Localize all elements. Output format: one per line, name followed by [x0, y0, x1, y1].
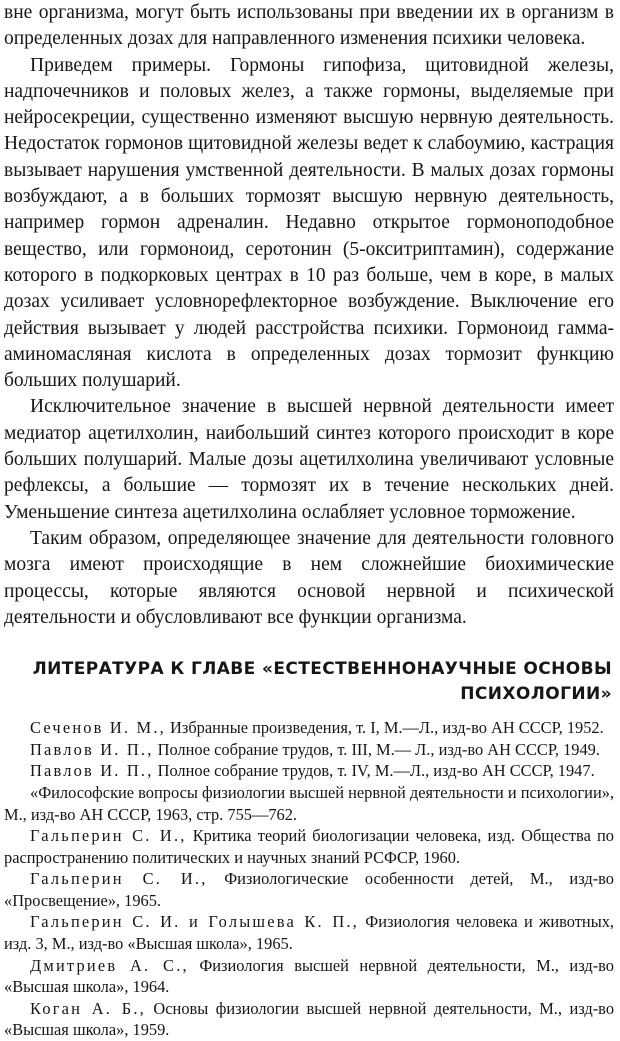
- body-text: [4, 0, 614, 631]
- reference-item: [4, 760, 614, 782]
- reference-details: Физиологические особенности детей, М., изд-во «Просвещение», 1965.: [4, 869, 614, 910]
- reference-details: Полное собрание трудов, т. IV, М.—Л., изд-во АН СССР, 1947.: [153, 761, 595, 781]
- reference-details: «Философские вопросы физиологии высшей нервной деятельности и психологии», М., изд-во АН СССР, 1963, стр. 755—762.: [4, 782, 615, 824]
- paragraph-acetylcholine: Исключительное значение в высшей нервной деятельности имеет медиатор ацетилхолин, наибольший синтез которого происходит в коре больших полушарий. Малые дозы ацетилхолина увеличивают условные рефлексы, а большие — тормозят их в течение нескольких дней. Уменьшение синтеза ацетилхолина ослабляет условное торможение.: [4, 396, 614, 523]
- reference-item: [4, 782, 614, 825]
- reference-item: [4, 825, 614, 868]
- references-list: [4, 717, 614, 1041]
- paragraph-conclusion: Таким образом, определяющее значение для деятельности головного мозга имеют происходящие в нем сложнейшие биохимические процессы, которые являются основой нервной и психической деятельности и обусловливают все функции организма.: [4, 527, 614, 628]
- paragraph-continuation: вне организма, могут быть использованы при введении их в организм в определенных дозах для направленного изменения психики человека.: [4, 2, 614, 50]
- reference-author: Дмитриев А. С.,: [30, 955, 189, 975]
- reference-author: Гальперин С. И.,: [30, 826, 187, 846]
- paragraph-hormones: Приведем примеры. Гормоны гипофиза, щитовидной железы, надпочечников и половых желез, а также гормоны, выделяемые при нейросекреции, существенно изменяют высшую нервную деятельность. Недостаток гормонов щитовидной железы ведет к слабоумию, кастрация вызывает нарушения умственной деятельности. В малых дозах гормоны возбуждают, а в больших тормозят высшую нервную деятельность, например гормон адреналин. Недавно открытое гормоноподобное вещество, или гормоноид, серотонин (5-окситриптамин), содержание которого в подкорковых центрах в 10 раз больше, чем в коре, в малых дозах усиливает условнорефлекторное возбуждение. Выключение его действия вызывает у людей расстройства психики. Гормоноид гамма-аминомасляная кислота в определенных дозах тормозит функцию больших полушарий.: [4, 54, 614, 392]
- reference-item: [4, 739, 614, 761]
- reference-item: [4, 717, 614, 739]
- reference-details: Полное собрание трудов, т. III, М.— Л., изд-во АН СССР, 1949.: [153, 739, 600, 759]
- reference-author: Гальперин С. И. и Голышева К. П.,: [30, 912, 359, 932]
- reference-item: [4, 998, 614, 1041]
- reference-details: Критика теорий биологизации человека, изд. Общества по распространению политических и научных знаний РСФСР, 1960.: [4, 826, 614, 867]
- reference-details: Основы физиологии высшей нервной деятельности, М., изд-во «Высшая школа», 1959.: [4, 998, 615, 1040]
- reference-details: Избранные произведения, т. I, М.—Л., изд-во АН СССР, 1952.: [165, 718, 604, 738]
- reference-item: [4, 868, 614, 911]
- reference-author: Коган А. Б.,: [30, 998, 146, 1018]
- reference-author: Гальперин С. И.,: [30, 869, 208, 889]
- reference-item: [4, 955, 614, 998]
- reference-author: Павлов И. П.,: [30, 739, 154, 759]
- reference-author: Сеченов И. М.,: [30, 718, 166, 738]
- reference-details: Физиология человека и животных, изд. 3, М., изд-во «Высшая школа», 1965.: [4, 912, 614, 954]
- reference-item: [4, 911, 614, 954]
- reference-author: Павлов И. П.,: [30, 761, 154, 781]
- reference-details: Физиология высшей нервной деятельности, М., изд-во «Высшая школа», 1964.: [4, 955, 614, 997]
- references-heading: ЛИТЕРАТУРА К ГЛАВЕ «ЕСТЕСТВЕННОНАУЧНЫЕ ОСНОВЫ ПСИХОЛОГИИ»: [32, 659, 612, 705]
